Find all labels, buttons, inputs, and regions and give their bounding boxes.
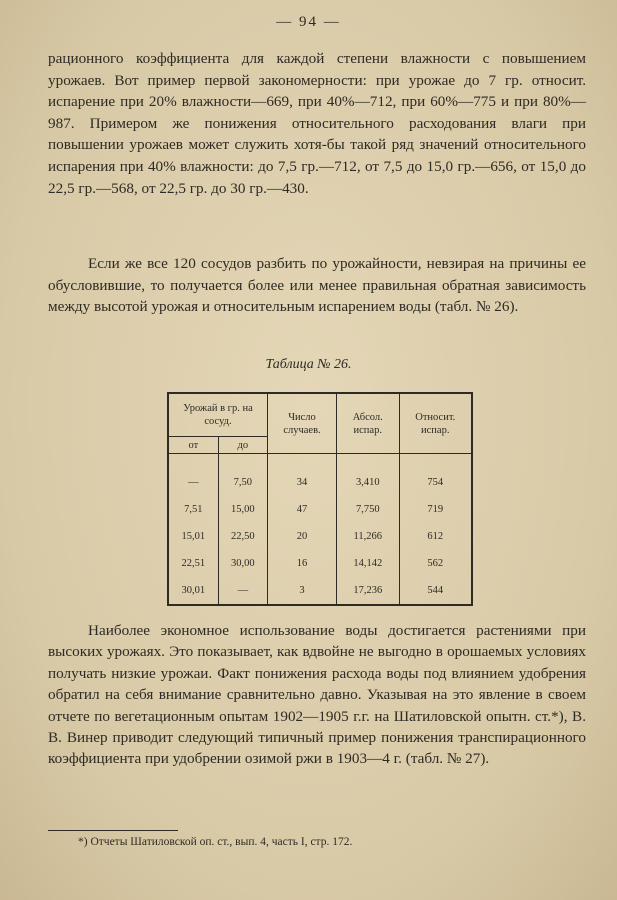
cell-to: 30,00: [218, 550, 267, 577]
cell-from: —: [168, 469, 218, 496]
cell-rel: 562: [399, 550, 472, 577]
table-26: [167, 392, 473, 606]
cell-to: 7,50: [218, 469, 267, 496]
header-yield: Урожай в гр. на сосуд.: [168, 393, 267, 437]
paragraph-2-text: Если же все 120 сосудов разбить по урожайности, невзирая на причины ее обусловившие, то получается более или менее правильная обратная зависимость между высотой урожая и относительным испарением воды (табл. № 26).: [48, 255, 586, 316]
cell-rel: 544: [399, 577, 472, 605]
cell-abs: 14,142: [337, 550, 399, 577]
cell-from: 15,01: [168, 523, 218, 550]
cell-cases: 34: [267, 469, 336, 496]
footnote-rule: [48, 830, 178, 831]
cell-cases: 3: [267, 577, 336, 605]
cell-rel: 719: [399, 496, 472, 523]
paragraph-3-text: Наиболее экономное использование воды достигается растениями при высоких урожаях. Это показывает, как вдвойне не выгодно в орошаемых условиях получать низкие урожаи. Факт понижения расхода воды под влиянием удобрения обратил на себя внимание сравнительно давно. Указывая на это явление в своем отчете по вегетационным опытам 1902—1905 г.г. на Шатиловской опытн. ст.*), В. В. Винер приводит следующий типичный пример понижения транспирационного коэффициента при удобрении озимой ржи в 1903—4 г. (табл. № 27).: [48, 622, 586, 768]
cell-cases: 20: [267, 523, 336, 550]
cell-to: 15,00: [218, 496, 267, 523]
paragraph-3: [48, 620, 586, 770]
cell-cases: 16: [267, 550, 336, 577]
table-row: [168, 469, 472, 496]
table-row: [168, 577, 472, 605]
page-number: — 94 —: [276, 14, 341, 30]
table-caption: Таблица № 26.: [265, 357, 352, 372]
data-table: [167, 392, 473, 606]
cell-to: —: [218, 577, 267, 605]
header-to: до: [218, 437, 267, 454]
header-abs-evap: Абсол. испар.: [337, 393, 399, 454]
paragraph-1-text: рационного коэффициента для каждой степени влажности с повышением урожаев. Вот пример первой закономерности: при урожае до 7 гр. относит. испарение при 20% влажности—669, при 40%—712, при 60%—775 и при 80%—987. Примером же понижения относительного расходования влаги при повышении урожаев может служить хотя-бы такой ряд значений относительного испарения при 40% влажности: до 7,5 гр.—712, от 7,5 до 15,0 гр.—656, от 15,0 до 22,5 гр.—568, от 22,5 гр. до 30 гр.—430.: [48, 50, 586, 197]
cell-abs: 11,266: [337, 523, 399, 550]
table-row: [168, 496, 472, 523]
cell-cases: 47: [267, 496, 336, 523]
table-row: [168, 523, 472, 550]
header-cases: Число случаев.: [267, 393, 336, 454]
cell-rel: 612: [399, 523, 472, 550]
cell-from: 22,51: [168, 550, 218, 577]
cell-from: 7,51: [168, 496, 218, 523]
paragraph-2: [48, 253, 586, 318]
paragraph-1: [48, 48, 586, 199]
cell-abs: 3,410: [337, 469, 399, 496]
cell-abs: 17,236: [337, 577, 399, 605]
header-rel-evap: Относит. испар.: [399, 393, 472, 454]
footnote: *) Отчеты Шатиловской оп. ст., вып. 4, часть I, стр. 172.: [78, 836, 353, 848]
cell-rel: 754: [399, 469, 472, 496]
cell-from: 30,01: [168, 577, 218, 605]
cell-to: 22,50: [218, 523, 267, 550]
header-from: от: [168, 437, 218, 454]
table-row: [168, 550, 472, 577]
cell-abs: 7,750: [337, 496, 399, 523]
